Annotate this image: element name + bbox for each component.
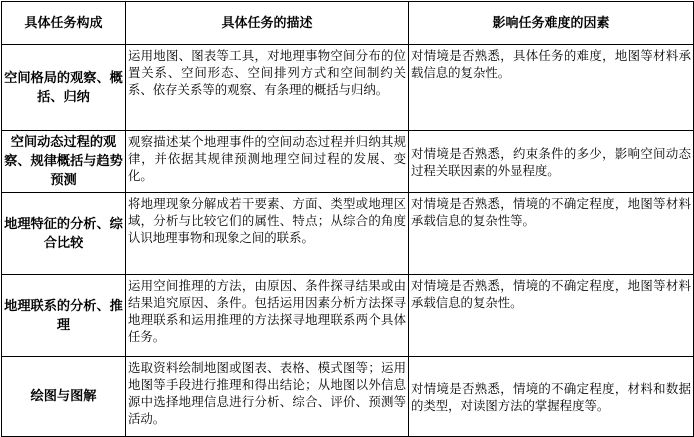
description-cell: 观察描述某个地理事件的空间动态过程并归纳其规律，并依据其规律预测地理空间过程的发展、变化。 bbox=[126, 131, 409, 193]
header-row bbox=[2, 2, 694, 45]
factors-cell: 对情境是否熟悉，情境的不确定程度，材料和数据的类型，对读图方法的掌握程度等。 bbox=[409, 357, 694, 437]
task-cell: 绘图与图解 bbox=[2, 357, 126, 437]
description-cell: 选取资料绘制地图或图表、表格、模式图等；运用地图等手段进行推理和得出结论；从地图以外信息源中选择地理信息进行分析、综合、评价、预测等活动。 bbox=[126, 357, 409, 437]
table-row bbox=[2, 131, 694, 193]
factors-cell: 对情境是否熟悉，情境的不确定程度，地图等材料承载信息的复杂性。 bbox=[409, 275, 694, 357]
task-cell: 地理特征的分析、综合比较 bbox=[2, 193, 126, 275]
table-row bbox=[2, 275, 694, 357]
description-cell: 将地理现象分解成若干要素、方面、类型或地理区域，分析与比较它们的属性、特点；从综合的角度认识地理事物和现象之间的联系。 bbox=[126, 193, 409, 275]
factors-cell: 对情境是否熟悉，具体任务的难度，地图等材料承载信息的复杂性。 bbox=[409, 45, 694, 131]
table-row bbox=[2, 45, 694, 131]
description-cell: 运用地图、图表等工具，对地理事物空间分布的位置关系、空间形态、空间排列方式和空间制约关系、依存关系等的观察、有条理的概括与归纳。 bbox=[126, 45, 409, 131]
task-cell: 地理联系的分析、推理 bbox=[2, 275, 126, 357]
table-row bbox=[2, 357, 694, 437]
description-cell: 运用空间推理的方法，由原因、条件探寻结果或由结果追究原因、条件。包括运用因素分析方法探寻地理联系和运用推理的方法探寻地理联系两个具体任务。 bbox=[126, 275, 409, 357]
header-factors: 影响任务难度的因素 bbox=[409, 2, 694, 45]
header-task: 具体任务构成 bbox=[2, 2, 126, 45]
task-cell: 空间动态过程的观察、规律概括与趋势预测 bbox=[2, 131, 126, 193]
header-description: 具体任务的描述 bbox=[126, 2, 409, 45]
factors-cell: 对情境是否熟悉，情境的不确定程度，地图等材料承载信息的复杂性等。 bbox=[409, 193, 694, 275]
table-row bbox=[2, 193, 694, 275]
factors-cell: 对情境是否熟悉，约束条件的多少，影响空间动态过程关联因素的外显程度。 bbox=[409, 131, 694, 193]
task-cell: 空间格局的观察、概括、归纳 bbox=[2, 45, 126, 131]
task-table bbox=[1, 1, 694, 437]
